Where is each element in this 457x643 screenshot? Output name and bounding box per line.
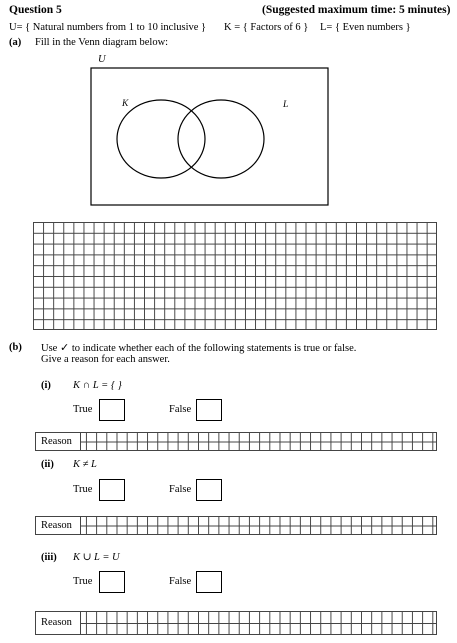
part-a-label: (a) (9, 37, 22, 48)
item-3-reason-grid[interactable] (35, 611, 437, 635)
set-l-circle (178, 100, 264, 178)
working-grid[interactable] (33, 222, 437, 330)
item-3-false-checkbox[interactable] (196, 571, 222, 593)
item-2-reason-grid[interactable] (35, 516, 437, 535)
question-title: Question 5 (9, 4, 62, 16)
item-1-false-label: False (169, 404, 192, 415)
item-2-number: (ii) (41, 459, 54, 470)
item-3-true-checkbox[interactable] (99, 571, 125, 593)
item-1-true-label: True (73, 404, 93, 415)
universal-set-label: U (98, 54, 106, 65)
item-3-true-label: True (73, 576, 93, 587)
part-b-instruction-line2: Give a reason for each answer. (41, 354, 170, 365)
item-2-statement: K ≠ L (73, 459, 97, 470)
item-1-true-checkbox[interactable] (99, 399, 125, 421)
item-1-false-checkbox[interactable] (196, 399, 222, 421)
part-a-instruction: Fill in the Venn diagram below: (35, 37, 169, 48)
item-2-false-checkbox[interactable] (196, 479, 222, 501)
universal-set-definition: U= { Natural numbers from 1 to 10 inclusive } (9, 22, 207, 33)
item-2-reason-label: Reason (35, 516, 81, 535)
instruction-rest: to indicate whether each of the following statements is true or false. (71, 343, 357, 354)
set-k-definition: K = { Factors of 6 } (224, 22, 309, 33)
set-l-label: L (283, 100, 289, 110)
item-2-true-checkbox[interactable] (99, 479, 125, 501)
item-2-true-label: True (73, 484, 93, 495)
universal-set-rectangle (91, 68, 328, 205)
item-1-reason-grid[interactable] (35, 432, 437, 451)
item-1-number: (i) (41, 380, 51, 391)
item-3-statement: K ∪ L = U (73, 552, 120, 563)
venn-diagram (0, 0, 457, 220)
tick-icon: ✓ (59, 341, 70, 354)
item-3-false-label: False (169, 576, 192, 587)
set-k-label: K (122, 99, 129, 109)
item-1-reason-label: Reason (35, 432, 81, 451)
instruction-use: Use (41, 343, 58, 354)
time-hint: (Suggested maximum time: 5 minutes) (262, 4, 451, 16)
item-1-statement: K ∩ L = { } (73, 380, 122, 391)
item-2-false-label: False (169, 484, 192, 495)
part-b-label: (b) (9, 342, 22, 353)
item-3-number: (iii) (41, 552, 57, 563)
set-k-circle (117, 100, 205, 178)
set-l-definition: L= { Even numbers } (320, 22, 411, 33)
item-3-reason-label: Reason (35, 611, 81, 635)
